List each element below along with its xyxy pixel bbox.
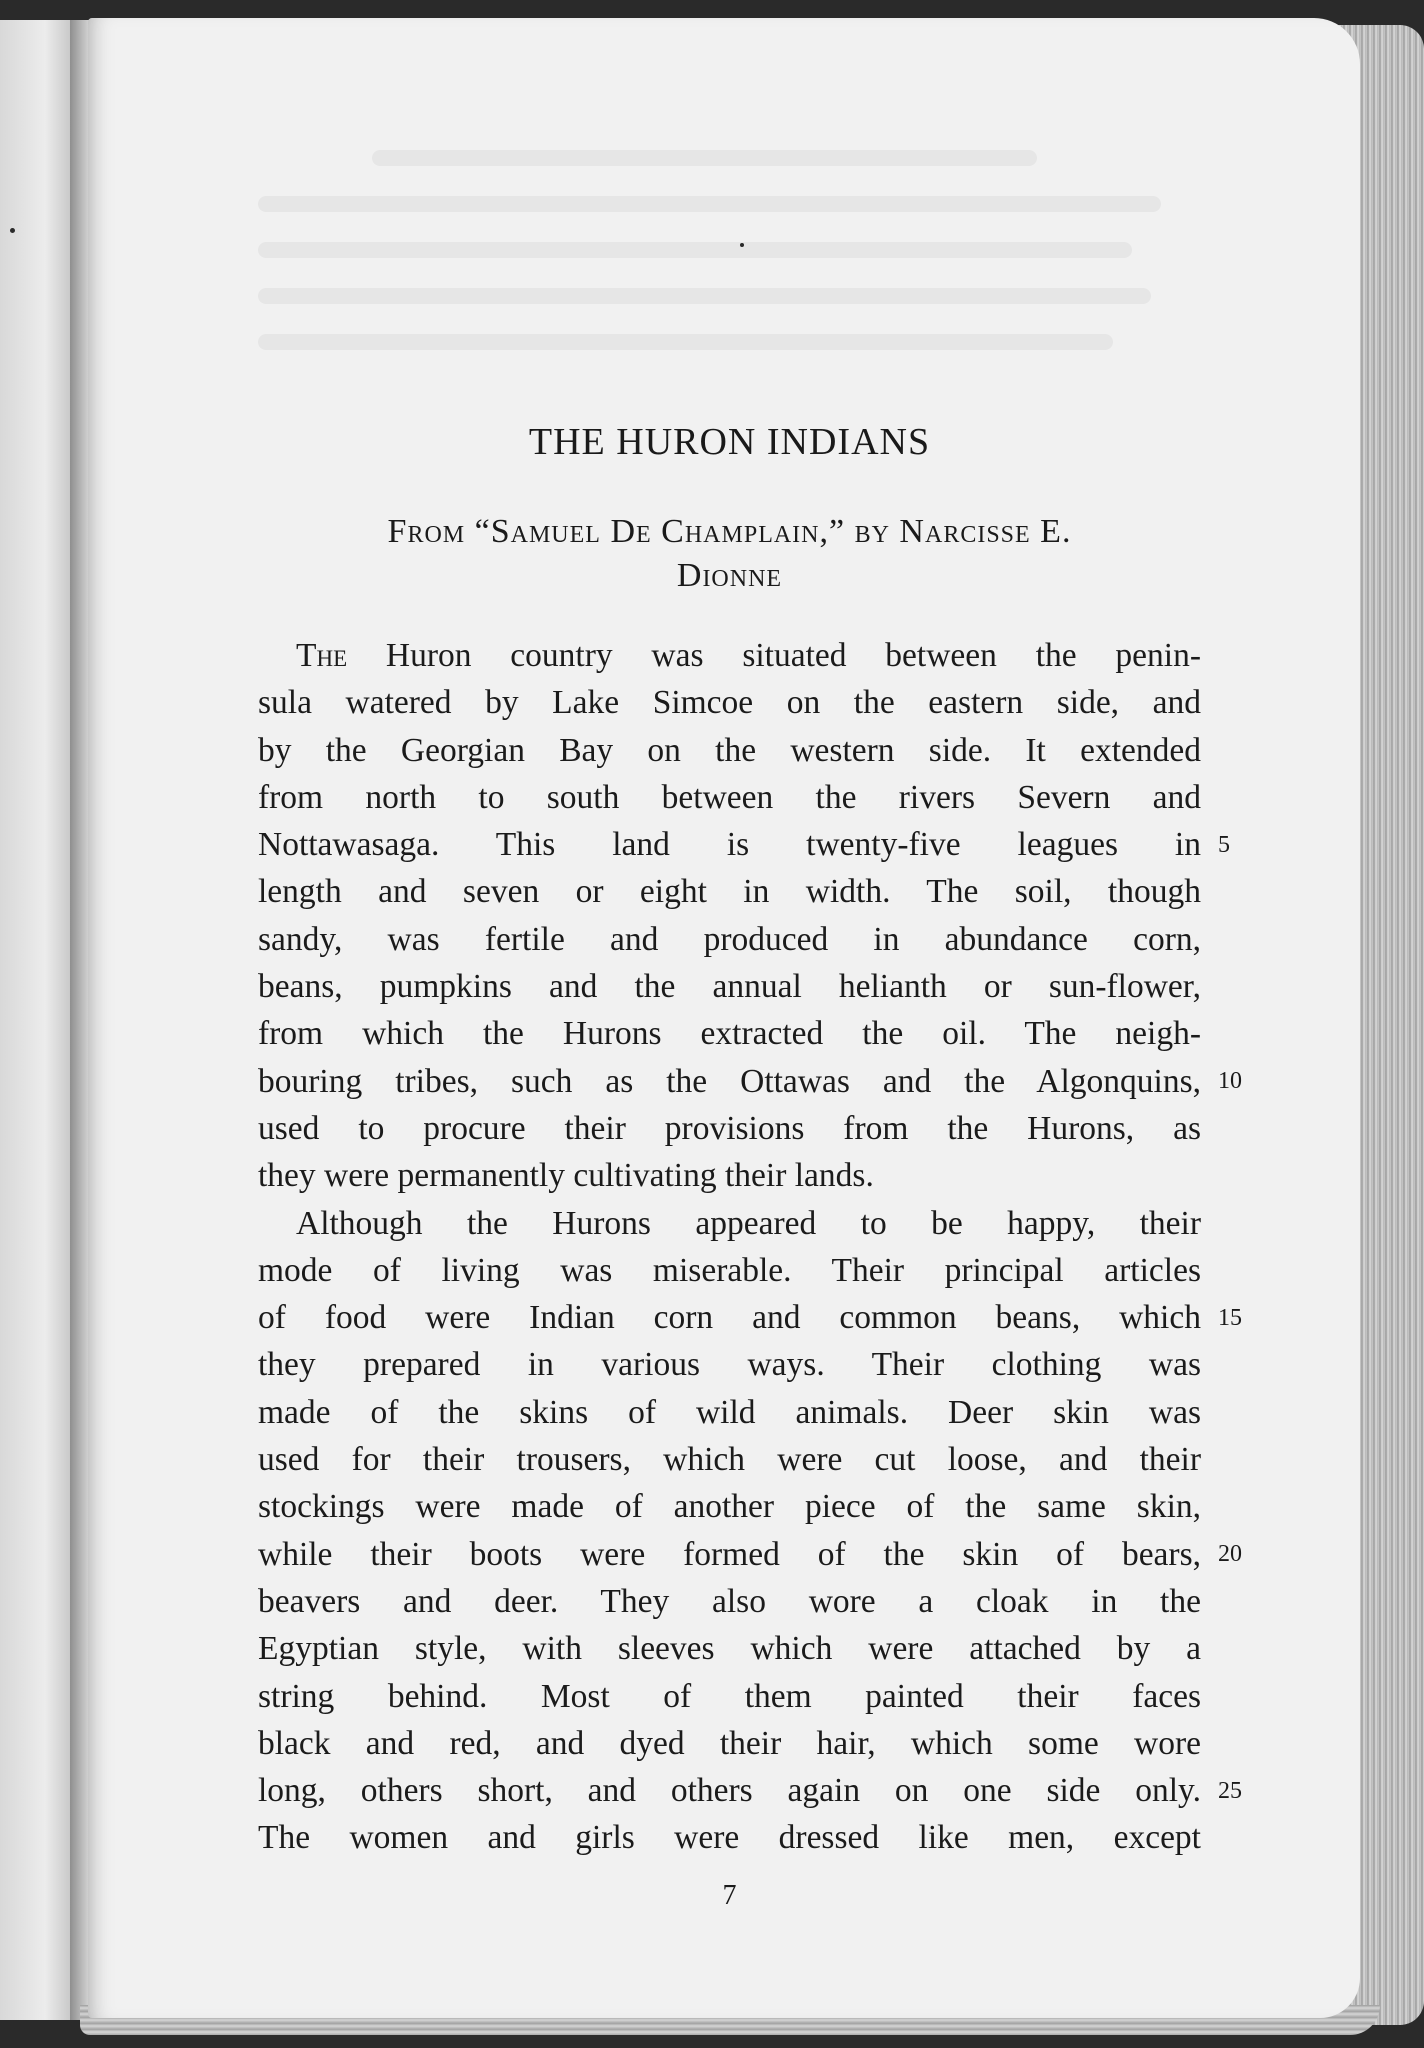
text-line — [258, 632, 1201, 679]
text-line: bouring tribes, such as the Ottawas and the Algonquins, — [258, 1062, 1201, 1100]
source-line: Dionne — [676, 557, 783, 594]
text-line: The women and girls were dressed like men, except — [258, 1819, 1201, 1857]
text-line: Nottawasaga. This land is twenty-five leagues in — [258, 826, 1201, 864]
text-line: string behind. Most of them painted their faces — [258, 1677, 1201, 1715]
lead-word: The — [296, 637, 348, 674]
source-line: From “Samuel De Champlain,” by Narcisse E. — [387, 513, 1072, 550]
text-line: used to procure their provisions from the Hurons, as — [258, 1109, 1201, 1147]
text-line: made of the skins of wild animals. Deer skin was — [258, 1393, 1201, 1431]
source-attribution — [258, 510, 1201, 598]
line-number: 15 — [1218, 1305, 1242, 1331]
text-line: of food were Indian corn and common beans, which — [258, 1299, 1201, 1337]
text-line: stockings were made of another piece of the same skin, — [258, 1488, 1201, 1526]
speck — [740, 243, 744, 247]
text-line: beans, pumpkins and the annual helianth or sun-flower, — [258, 968, 1201, 1006]
text-line: they prepared in various ways. Their clothing was — [258, 1346, 1201, 1384]
text-line: sandy, was fertile and produced in abundance corn, — [258, 920, 1201, 958]
text-line: used for their trousers, which were cut loose, and their — [258, 1441, 1201, 1479]
line-number: 25 — [1218, 1778, 1242, 1804]
text-line: they were permanently cultivating their lands. — [258, 1157, 874, 1195]
text-line: beavers and deer. They also wore a cloak in the — [258, 1582, 1201, 1620]
text-line: sula watered by Lake Simcoe on the eastern side, and — [258, 684, 1201, 722]
text-line: by the Georgian Bay on the western side. It extended — [258, 731, 1201, 769]
text-line: from which the Hurons extracted the oil. The neigh- — [258, 1015, 1201, 1053]
show-through-text — [258, 150, 1208, 450]
text-line: long, others short, and others again on one side only. — [258, 1772, 1201, 1810]
line-number: 10 — [1218, 1068, 1242, 1094]
line-number: 20 — [1218, 1541, 1242, 1567]
text-line: black and red, and dyed their hair, which some wore — [258, 1724, 1201, 1762]
text-line: from north to south between the rivers Severn and — [258, 778, 1201, 816]
text-line: Egyptian style, with sleeves which were attached by a — [258, 1630, 1201, 1668]
text-line: while their boots were formed of the skin of bears, — [258, 1535, 1201, 1573]
page-number: 7 — [722, 1880, 737, 1911]
line-number: 5 — [1218, 832, 1230, 858]
text-run: Huron country was situated between the penin- — [347, 637, 1201, 674]
chapter-title: THE HURON INDIANS — [528, 421, 931, 463]
text-line: mode of living was miserable. Their principal articles — [258, 1251, 1201, 1289]
speck — [10, 228, 15, 233]
text-line: length and seven or eight in width. The soil, though — [258, 873, 1201, 911]
body-text — [258, 632, 1201, 1862]
text-line: Although the Hurons appeared to be happy, their — [296, 1204, 1201, 1242]
